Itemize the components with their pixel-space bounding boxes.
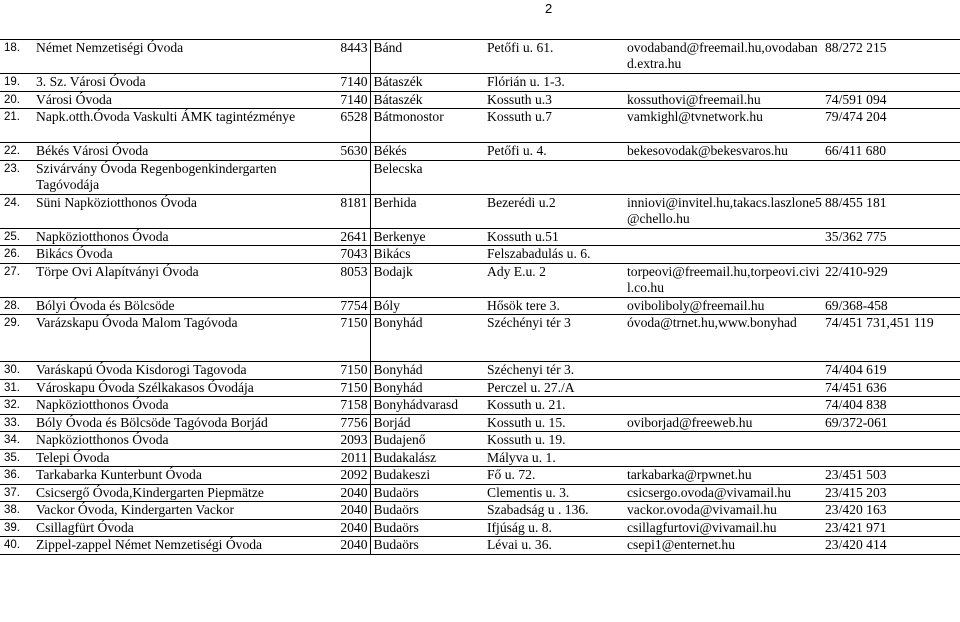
- city: Bonyhád: [370, 379, 485, 397]
- street-address: Bezerédi u.2: [485, 194, 625, 228]
- phone-number: [823, 432, 960, 450]
- row-number: 27.: [0, 263, 34, 297]
- postal-code: 7140: [330, 91, 370, 109]
- row-number: 19.: [0, 74, 34, 92]
- table-row: [0, 537, 960, 555]
- phone-number: 88/272 215: [823, 40, 960, 74]
- postal-code: 2641: [330, 228, 370, 246]
- postal-code: 2040: [330, 502, 370, 520]
- row-number: 22.: [0, 143, 34, 161]
- city: Borjád: [370, 414, 485, 432]
- row-number: 38.: [0, 502, 34, 520]
- postal-code: 2040: [330, 537, 370, 555]
- city: Budaörs: [370, 484, 485, 502]
- postal-code: 2011: [330, 449, 370, 467]
- postal-code: 2092: [330, 467, 370, 485]
- postal-code: 7150: [330, 362, 370, 380]
- row-number: 35.: [0, 449, 34, 467]
- email-contact: [625, 362, 823, 380]
- row-number: 21.: [0, 109, 34, 143]
- street-address: Széchényi tér 3: [485, 315, 625, 362]
- street-address: Hősök tere 3.: [485, 297, 625, 315]
- street-address: Felszabadulás u. 6.: [485, 246, 625, 264]
- table-row: [0, 414, 960, 432]
- table-row: [0, 297, 960, 315]
- street-address: Kossuth u.51: [485, 228, 625, 246]
- postal-code: 7150: [330, 315, 370, 362]
- email-contact: csillagfurtovi@vivamail.hu: [625, 519, 823, 537]
- street-address: Kossuth u.3: [485, 91, 625, 109]
- table-row: [0, 502, 960, 520]
- email-contact: oviboliboly@freemail.hu: [625, 297, 823, 315]
- table-row: [0, 484, 960, 502]
- table-row: [0, 449, 960, 467]
- table-row: [0, 74, 960, 92]
- row-number: 23.: [0, 160, 34, 194]
- row-number: 18.: [0, 40, 34, 74]
- email-contact: torpeovi@freemail.hu,torpeovi.civil.co.hu: [625, 263, 823, 297]
- street-address: [485, 160, 625, 194]
- institution-name: Telepi Óvoda: [34, 449, 330, 467]
- row-number: 32.: [0, 397, 34, 415]
- table-row: [0, 40, 960, 74]
- postal-code: 8053: [330, 263, 370, 297]
- table-row: [0, 194, 960, 228]
- postal-code: 7043: [330, 246, 370, 264]
- email-contact: tarkabarka@rpwnet.hu: [625, 467, 823, 485]
- institution-name: Csicsergő Óvoda,Kindergarten Piepmätze: [34, 484, 330, 502]
- postal-code: 2040: [330, 519, 370, 537]
- street-address: Kossuth u. 19.: [485, 432, 625, 450]
- row-number: 25.: [0, 228, 34, 246]
- street-address: Szabadság u . 136.: [485, 502, 625, 520]
- city: Berkenye: [370, 228, 485, 246]
- postal-code: 2093: [330, 432, 370, 450]
- institution-name: Bólyi Óvoda és Bölcsöde: [34, 297, 330, 315]
- email-contact: [625, 432, 823, 450]
- city: Bóly: [370, 297, 485, 315]
- postal-code: 8181: [330, 194, 370, 228]
- table-row: [0, 91, 960, 109]
- email-contact: óvoda@trnet.hu,www.bonyhad: [625, 315, 823, 362]
- city: Bátaszék: [370, 91, 485, 109]
- table-row: [0, 362, 960, 380]
- row-number: 36.: [0, 467, 34, 485]
- city: Berhida: [370, 194, 485, 228]
- row-number: 29.: [0, 315, 34, 362]
- city: Bátmonostor: [370, 109, 485, 143]
- phone-number: 23/415 203: [823, 484, 960, 502]
- institution-name: Varázskapu Óvoda Malom Tagóvoda: [34, 315, 330, 362]
- institution-name: Békés Városi Óvoda: [34, 143, 330, 161]
- phone-number: 74/451 731,451 119: [823, 315, 960, 362]
- postal-code: [330, 160, 370, 194]
- table-row: [0, 519, 960, 537]
- phone-number: [823, 160, 960, 194]
- phone-number: 23/421 971: [823, 519, 960, 537]
- row-number: 40.: [0, 537, 34, 555]
- street-address: Kossuth u. 21.: [485, 397, 625, 415]
- email-contact: ovodaband@freemail.hu,ovodaband.extra.hu: [625, 40, 823, 74]
- postal-code: 5630: [330, 143, 370, 161]
- row-number: 26.: [0, 246, 34, 264]
- postal-code: 7140: [330, 74, 370, 92]
- city: Bonyhád: [370, 362, 485, 380]
- email-contact: [625, 379, 823, 397]
- city: Budaörs: [370, 502, 485, 520]
- institution-name: Zippel-zappel Német Nemzetiségi Óvoda: [34, 537, 330, 555]
- email-contact: csepi1@enternet.hu: [625, 537, 823, 555]
- street-address: Petőfi u. 4.: [485, 143, 625, 161]
- street-address: Ady E.u. 2: [485, 263, 625, 297]
- email-contact: [625, 74, 823, 92]
- row-number: 20.: [0, 91, 34, 109]
- email-contact: csicsergo.ovoda@vivamail.hu: [625, 484, 823, 502]
- street-address: Perczel u. 27./A: [485, 379, 625, 397]
- table-row: [0, 379, 960, 397]
- street-address: Széchenyi tér 3.: [485, 362, 625, 380]
- street-address: Kossuth u.7: [485, 109, 625, 143]
- phone-number: 88/455 181: [823, 194, 960, 228]
- street-address: Kossuth u. 15.: [485, 414, 625, 432]
- city: Bonyhád: [370, 315, 485, 362]
- phone-number: 69/368-458: [823, 297, 960, 315]
- institution-name: Városkapu Óvoda Szélkakasos Óvodája: [34, 379, 330, 397]
- phone-number: 23/420 414: [823, 537, 960, 555]
- city: Budajenő: [370, 432, 485, 450]
- city: Bodajk: [370, 263, 485, 297]
- institution-name: 3. Sz. Városi Óvoda: [34, 74, 330, 92]
- postal-code: 6528: [330, 109, 370, 143]
- institution-name: Vackor Óvoda, Kindergarten Vackor: [34, 502, 330, 520]
- phone-number: 23/420 163: [823, 502, 960, 520]
- table-row: [0, 160, 960, 194]
- institution-name: Napk.otth.Óvoda Vaskulti ÁMK tagintézménye: [34, 109, 330, 143]
- table-row: [0, 467, 960, 485]
- phone-number: 74/451 636: [823, 379, 960, 397]
- phone-number: 74/591 094: [823, 91, 960, 109]
- institution-name: Napköziotthonos Óvoda: [34, 397, 330, 415]
- email-contact: [625, 228, 823, 246]
- city: Budaörs: [370, 519, 485, 537]
- institution-name: Német Nemzetiségi Óvoda: [34, 40, 330, 74]
- kindergarten-table: [0, 39, 960, 555]
- email-contact: kossuthovi@freemail.hu: [625, 91, 823, 109]
- table-row: [0, 109, 960, 143]
- phone-number: [823, 246, 960, 264]
- table-row: [0, 246, 960, 264]
- email-contact: [625, 397, 823, 415]
- table-row: [0, 228, 960, 246]
- institution-name: Tarkabarka Kunterbunt Óvoda: [34, 467, 330, 485]
- postal-code: 7756: [330, 414, 370, 432]
- institution-name: Varáskapú Óvoda Kisdorogi Tagovoda: [34, 362, 330, 380]
- postal-code: 7150: [330, 379, 370, 397]
- postal-code: 2040: [330, 484, 370, 502]
- phone-number: 35/362 775: [823, 228, 960, 246]
- row-number: 24.: [0, 194, 34, 228]
- row-number: 33.: [0, 414, 34, 432]
- street-address: Mályva u. 1.: [485, 449, 625, 467]
- street-address: Flórián u. 1-3.: [485, 74, 625, 92]
- email-contact: oviborjad@freeweb.hu: [625, 414, 823, 432]
- phone-number: 66/411 680: [823, 143, 960, 161]
- table-row: [0, 263, 960, 297]
- phone-number: 74/404 838: [823, 397, 960, 415]
- city: Budakalász: [370, 449, 485, 467]
- city: Belecska: [370, 160, 485, 194]
- city: Budakeszi: [370, 467, 485, 485]
- phone-number: 22/410-929: [823, 263, 960, 297]
- city: Békés: [370, 143, 485, 161]
- phone-number: 74/404 619: [823, 362, 960, 380]
- row-number: 31.: [0, 379, 34, 397]
- institution-name: Városi Óvoda: [34, 91, 330, 109]
- email-contact: inniovi@invitel.hu,takacs.laszlone5@chello.hu: [625, 194, 823, 228]
- city: Budaörs: [370, 537, 485, 555]
- city: Bonyhádvarasd: [370, 397, 485, 415]
- institution-name: Napköziotthonos Óvoda: [34, 432, 330, 450]
- institution-name: Bóly Óvoda és Bölcsöde Tagóvoda Borjád: [34, 414, 330, 432]
- email-contact: [625, 246, 823, 264]
- table-row: [0, 143, 960, 161]
- row-number: 39.: [0, 519, 34, 537]
- row-number: 28.: [0, 297, 34, 315]
- row-number: 37.: [0, 484, 34, 502]
- email-contact: [625, 160, 823, 194]
- table-row: [0, 315, 960, 362]
- email-contact: vamkighl@tvnetwork.hu: [625, 109, 823, 143]
- institution-name: Törpe Ovi Alapítványi Óvoda: [34, 263, 330, 297]
- street-address: Clementis u. 3.: [485, 484, 625, 502]
- city: Bikács: [370, 246, 485, 264]
- phone-number: 23/451 503: [823, 467, 960, 485]
- postal-code: 7158: [330, 397, 370, 415]
- email-contact: bekesovodak@bekesvaros.hu: [625, 143, 823, 161]
- city: Bátaszék: [370, 74, 485, 92]
- street-address: Petőfi u. 61.: [485, 40, 625, 74]
- phone-number: [823, 449, 960, 467]
- phone-number: 79/474 204: [823, 109, 960, 143]
- phone-number: 69/372-061: [823, 414, 960, 432]
- institution-name: Bikács Óvoda: [34, 246, 330, 264]
- row-number: 30.: [0, 362, 34, 380]
- email-contact: [625, 449, 823, 467]
- postal-code: 7754: [330, 297, 370, 315]
- city: Bánd: [370, 40, 485, 74]
- street-address: Ifjúság u. 8.: [485, 519, 625, 537]
- phone-number: [823, 74, 960, 92]
- table-row: [0, 432, 960, 450]
- street-address: Fő u. 72.: [485, 467, 625, 485]
- postal-code: 8443: [330, 40, 370, 74]
- institution-name: Csillagfürt Óvoda: [34, 519, 330, 537]
- page-number: 2: [545, 1, 553, 16]
- institution-name: Szivárvány Óvoda Regenbogenkindergarten Tagóvodája: [34, 160, 330, 194]
- street-address: Lévai u. 36.: [485, 537, 625, 555]
- row-number: 34.: [0, 432, 34, 450]
- institution-name: Napköziotthonos Óvoda: [34, 228, 330, 246]
- table-row: [0, 397, 960, 415]
- table-body: [0, 40, 960, 555]
- institution-name: Süni Napköziotthonos Óvoda: [34, 194, 330, 228]
- email-contact: vackor.ovoda@vivamail.hu: [625, 502, 823, 520]
